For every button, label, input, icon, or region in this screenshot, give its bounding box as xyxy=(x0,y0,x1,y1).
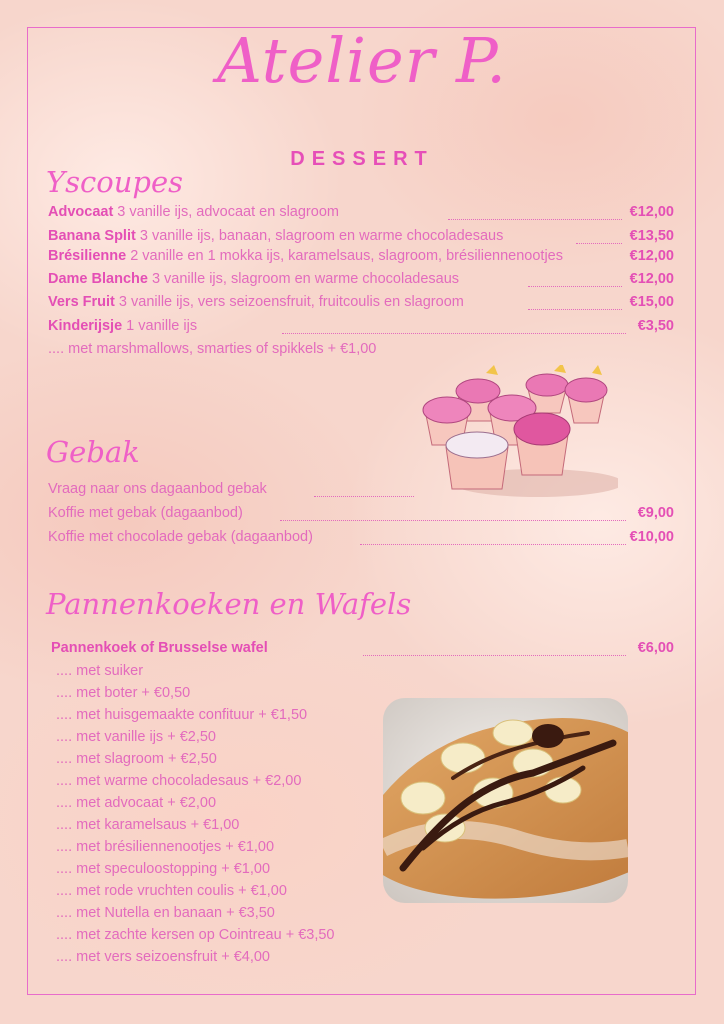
topping-item: .... met karamelsaus + €1,00 xyxy=(56,817,240,833)
topping-item: .... met boter + €0,50 xyxy=(56,685,191,701)
item-description: 3 vanille ijs, banaan, slagroom en warme chocoladesaus xyxy=(135,228,504,244)
item-price: €15,00 xyxy=(629,294,674,310)
topping-item: .... met speculoostopping + €1,00 xyxy=(56,861,271,877)
section-title-yscoupes: Yscoupes xyxy=(46,165,184,199)
menu-item-pannenkoek xyxy=(51,640,674,660)
topping-item: .... met brésiliennenootjes + €1,00 xyxy=(56,839,275,855)
item-price: €6,00 xyxy=(637,640,674,656)
gebak-item-koffie-met-gebak xyxy=(48,505,674,525)
item-name: Banana Split xyxy=(48,228,136,244)
dot-leader xyxy=(363,655,626,656)
brand-logo: Atelier P. xyxy=(217,24,507,97)
topping-item: .... met vanille ijs + €2,50 xyxy=(56,729,216,745)
section-title-gebak: Gebak xyxy=(46,435,140,469)
topping-item: .... met suiker xyxy=(56,663,144,679)
dot-leader xyxy=(528,309,622,310)
item-name: Pannenkoek of Brusselse wafel xyxy=(51,640,268,656)
item-price: €3,50 xyxy=(637,318,674,334)
page-subtitle: DESSERT xyxy=(290,148,434,170)
dot-leader xyxy=(528,286,622,287)
topping-item: .... met slagroom + €2,50 xyxy=(56,751,217,767)
cupcakes-illustration xyxy=(418,365,618,500)
item-price: €10,00 xyxy=(629,529,674,545)
item-description: 2 vanille en 1 mokka ijs, karamelsaus, slagroom, brésiliennenootjes xyxy=(126,248,563,264)
item-name: Vers Fruit xyxy=(48,294,115,310)
gebak-item-dagaanbod xyxy=(48,481,674,501)
item-description: 3 vanille ijs, vers seizoensfruit, fruitcoulis en slagroom xyxy=(114,294,464,310)
item-price: €13,50 xyxy=(629,228,674,244)
item-name: Kinderijsje xyxy=(48,318,123,334)
topping-item: .... met Nutella en banaan + €3,50 xyxy=(56,905,275,921)
item-description: 3 vanille ijs, slagroom en warme chocoladesaus xyxy=(147,271,460,287)
dot-leader xyxy=(280,520,626,521)
topping-item: .... met huisgemaakte confituur + €1,50 xyxy=(56,707,308,723)
menu-item-kinderijsje xyxy=(48,318,674,338)
item-price: €9,00 xyxy=(637,505,674,521)
menu-item-bresilienne xyxy=(48,248,674,268)
item-description: 3 vanille ijs, advocaat en slagroom xyxy=(113,204,339,220)
topping-item: .... met warme chocoladesaus + €2,00 xyxy=(56,773,302,789)
dot-leader xyxy=(576,243,622,244)
menu-item-vers-fruit xyxy=(48,294,674,314)
menu-item-advocaat xyxy=(48,204,674,224)
topping-item: .... met rode vruchten coulis + €1,00 xyxy=(56,883,287,899)
topping-item: .... met advocaat + €2,00 xyxy=(56,795,217,811)
item-description: Koffie met gebak (dagaanbod) xyxy=(48,505,243,521)
item-price: €12,00 xyxy=(629,271,674,287)
item-price: €12,00 xyxy=(629,248,674,264)
dot-leader xyxy=(360,544,626,545)
item-name: Dame Blanche xyxy=(48,271,148,287)
pancake-photo xyxy=(383,698,628,903)
topping-item: .... met zachte kersen op Cointreau + €3,50 xyxy=(56,927,335,943)
dot-leader xyxy=(314,496,414,497)
item-name: Advocaat xyxy=(48,204,114,220)
topping-item: .... met vers seizoensfruit + €4,00 xyxy=(56,949,270,965)
item-description: 1 vanille ijs xyxy=(122,318,198,334)
section-title-pannenkoeken: Pannenkoeken en Wafels xyxy=(46,587,412,621)
menu-item-dame-blanche xyxy=(48,271,674,291)
menu-item-banana-split xyxy=(48,228,674,248)
item-description: Koffie met chocolade gebak (dagaanbod) xyxy=(48,529,313,545)
menu-extra-toppings: .... met marshmallows, smarties of spikkels + €1,00 xyxy=(48,341,377,357)
gebak-item-koffie-met-chocolade-gebak xyxy=(48,529,674,549)
item-description: Vraag naar ons dagaanbod gebak xyxy=(48,481,267,497)
pancake-drawing xyxy=(383,698,628,903)
item-price: €12,00 xyxy=(629,204,674,220)
item-name: Brésilienne xyxy=(48,248,127,264)
dot-leader xyxy=(282,333,626,334)
dot-leader xyxy=(448,219,622,220)
